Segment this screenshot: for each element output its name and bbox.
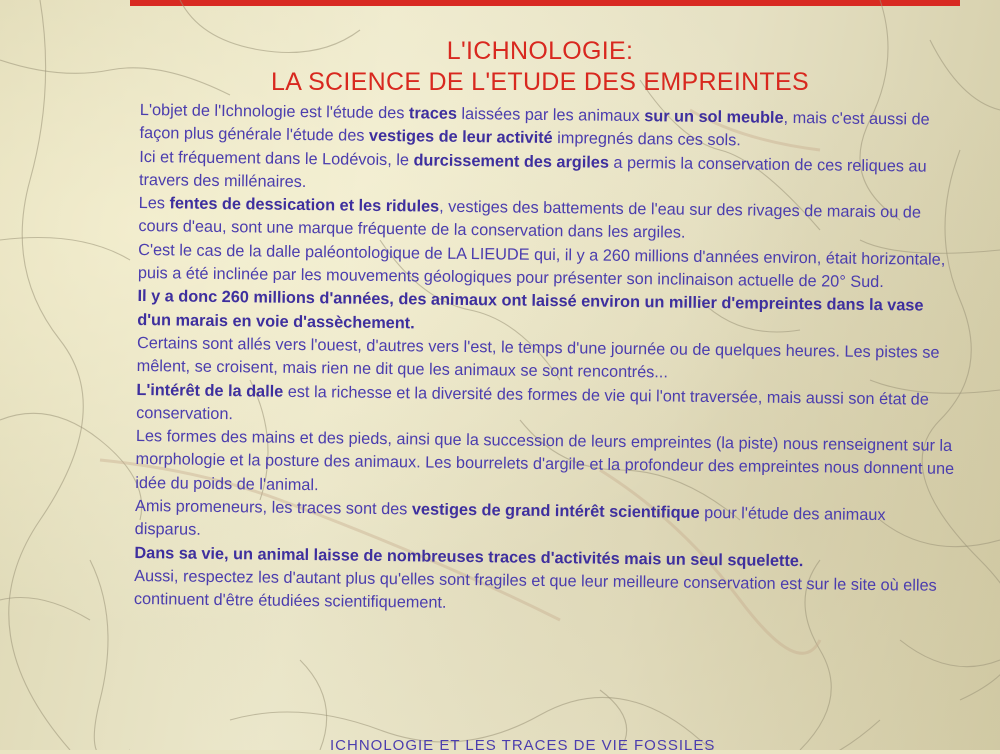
text-run: Certains sont allés vers l'ouest, d'autres vers l'est, le temps d'une journée ou de quelques heures. Les pistes se mêlent, se croisent, mais rien ne dit que les animaux se sont rencontrés... <box>136 333 940 382</box>
bold-text-run: sur un sol meuble <box>644 107 784 127</box>
text-run: Les formes des mains et des pieds, ainsi que la succession de leurs empreintes (la piste) nous renseignent sur la morphologie et la posture des animaux. Les bourrelets d'argile et la profondeur des empreintes nous donnent une idée du poids de l'animal. <box>135 427 955 494</box>
text-run: Amis promeneurs, les traces sont des <box>134 497 413 519</box>
bold-text-run: vestiges de leur activité <box>368 127 553 148</box>
bold-text-run: fentes de dessication et les ridules <box>169 194 440 216</box>
bold-text-run: Il y a donc 260 millions d'années, des animaux ont laissé environ un millier d'empreintes dans la vase d'un marais en voie d'assèchement. <box>137 287 924 333</box>
text-run: impregnés dans ces sols. <box>552 129 742 150</box>
text-run: est la richesse et la diversité des formes de vie qui l'ont traversée, mais aussi son état de conservation. <box>136 382 929 424</box>
bold-text-run: L'intérêt de la dalle <box>136 380 284 401</box>
sign-title <box>140 36 940 98</box>
body-paragraph <box>135 425 956 505</box>
text-run: Aussi, respectez les d'autant plus qu'elles sont fragiles et que leur meilleure conservation est sur le site où elles continuent d'être étudiées scientifiquement. <box>133 566 937 613</box>
text-run: L'objet de l'Ichnologie est l'étude des <box>139 100 410 123</box>
text-run: C'est le cas de la dalle paléontologique de LA LIEUDE qui, il y a 260 millions d'années environ, était horizontale, puis a été inclinée par les mouvements géologiques pour présenter son inclinaison actuelle de 20° Sud. <box>137 240 946 292</box>
text-run: Les <box>138 194 170 213</box>
text-run: , mais c'est aussi de façon plus générale l'étude des <box>139 108 930 146</box>
text-run: Ici et fréquement dans le Lodévois, le <box>139 147 414 169</box>
text-run: laissées par les animaux <box>456 104 645 126</box>
text-run: a permis la conservation de ces reliques au travers des millénaires. <box>138 153 927 191</box>
text-run: pour l'étude des animaux disparus. <box>134 503 886 540</box>
sign-body-text <box>134 99 960 622</box>
title-line: LA SCIENCE DE L'ETUDE DES EMPREINTES <box>271 68 809 96</box>
bold-text-run: durcissement des argiles <box>413 150 610 172</box>
bottom-partial-text: ICHNOLOGIE ET LES TRACES DE VIE FOSSILES <box>330 737 716 754</box>
text-run: , vestiges des battements de l'eau sur des rivages de marais ou de cours d'eau, sont une marque fréquente de la conservation dans les argiles. <box>138 197 922 243</box>
title-line: L'ICHNOLOGIE: <box>446 37 634 65</box>
bold-text-run: traces <box>408 104 458 123</box>
bold-text-run: vestiges de grand intérêt scientifique <box>411 500 700 522</box>
bold-text-run: Dans sa vie, un animal laisse de nombreuses traces d'activités mais un seul squelette. <box>134 543 804 570</box>
